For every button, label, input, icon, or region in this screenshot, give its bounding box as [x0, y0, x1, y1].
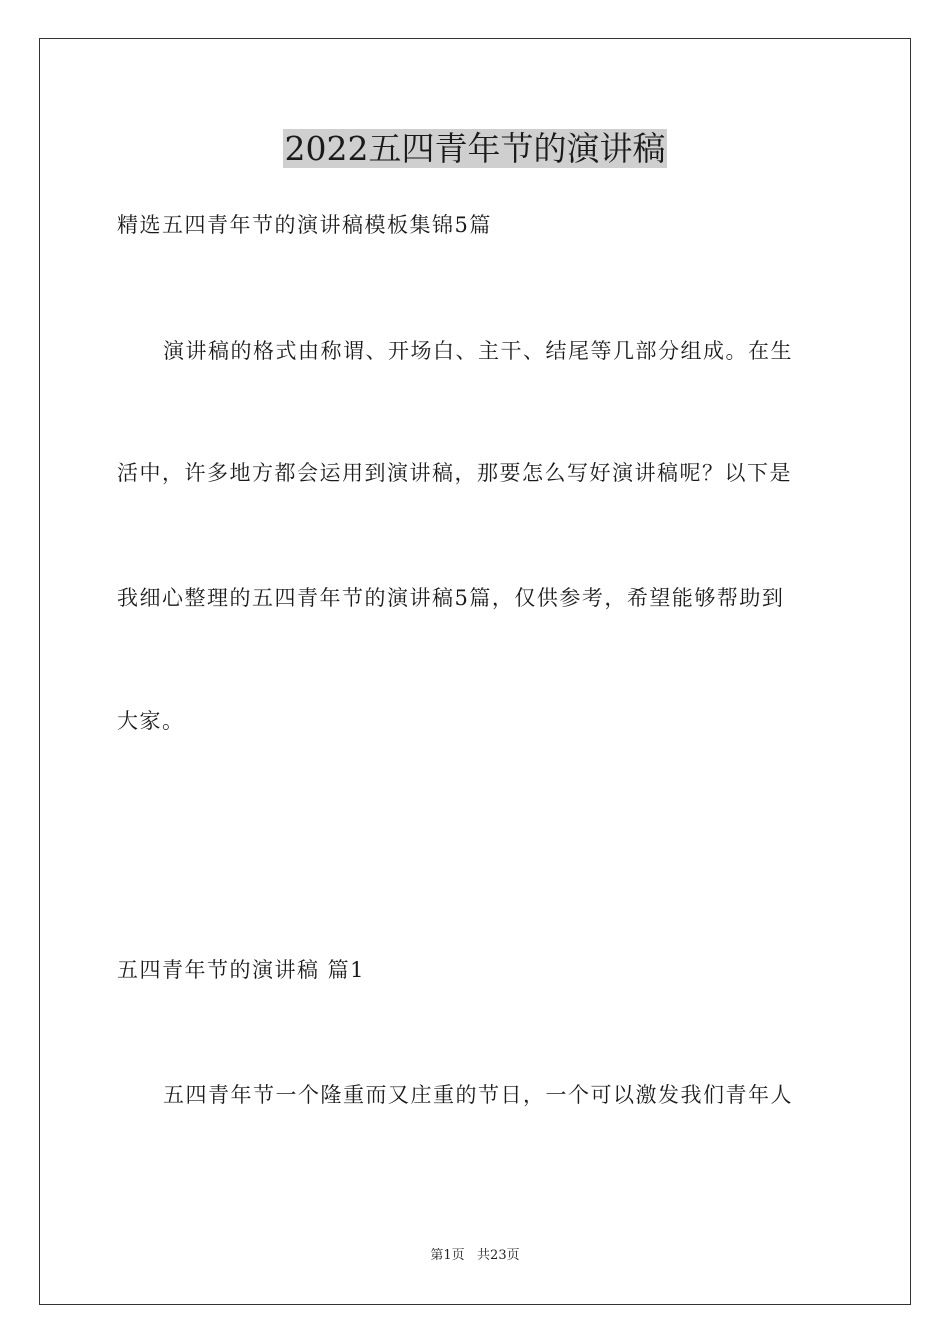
intro-line-4: 大家。	[117, 709, 185, 733]
document-title	[0, 128, 950, 170]
intro-line-3: 我细心整理的五四青年节的演讲稿5篇，仅供参考，希望能够帮助到	[117, 586, 785, 610]
section-line-1: 五四青年节一个隆重而又庄重的节日，一个可以激发我们青年人	[163, 1083, 793, 1107]
intro-line-2: 活中，许多地方都会运用到演讲稿，那要怎么写好演讲稿呢？以下是	[117, 461, 792, 485]
intro-line-1: 演讲稿的格式由称谓、开场白、主干、结尾等几部分组成。在生	[163, 339, 793, 363]
document-title-text: 2022五四青年节的演讲稿	[284, 129, 666, 168]
document-subtitle: 精选五四青年节的演讲稿模板集锦5篇	[117, 213, 492, 237]
section-heading: 五四青年节的演讲稿 篇1	[117, 958, 366, 982]
page-footer: 第1页 共23页	[430, 1248, 520, 1263]
